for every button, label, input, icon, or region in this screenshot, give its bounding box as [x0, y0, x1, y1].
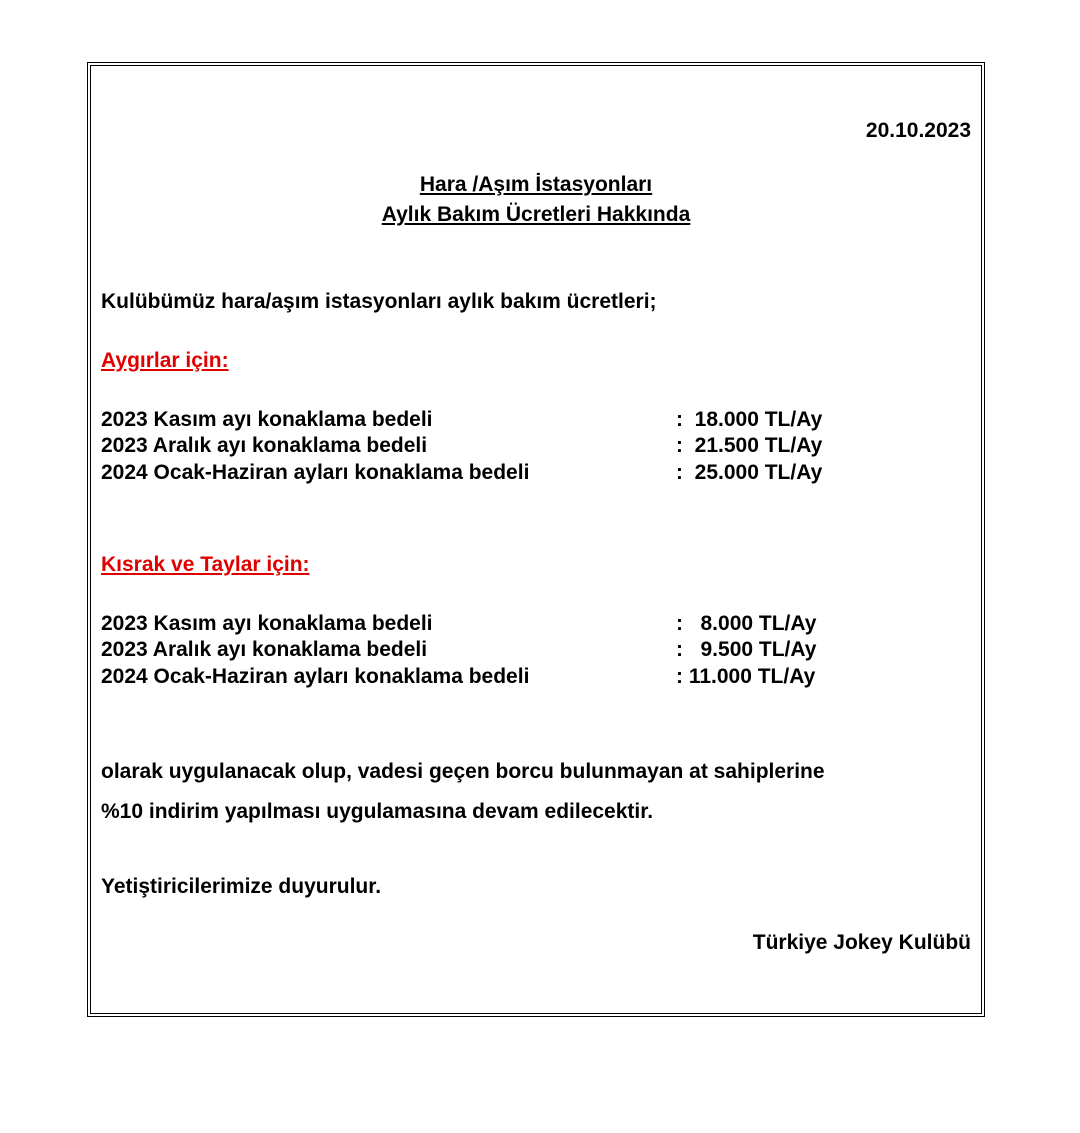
closing-text-line-2: %10 indirim yapılması uygulamasına devam edilecektir. [101, 800, 654, 823]
section-heading-mares-foals: Kısrak ve Taylar için: [101, 553, 310, 576]
fee-label: 2023 Kasım ayı konaklama bedeli [101, 612, 433, 635]
section-heading-stallions: Aygırlar için: [101, 349, 229, 372]
fee-label: 2023 Aralık ayı konaklama bedeli [101, 638, 428, 661]
document-date: 20.10.2023 [865, 119, 971, 142]
fee-value: : 21.500 TL/Ay [676, 434, 823, 457]
fee-value: : 25.000 TL/Ay [676, 461, 823, 484]
document-title-line-1: Hara /Aşım İstasyonları [419, 173, 653, 196]
fee-label: 2023 Kasım ayı konaklama bedeli [101, 408, 433, 431]
intro-text: Kulübümüz hara/aşım istasyonları aylık bakım ücretleri; [101, 290, 657, 313]
notice-text: Yetiştiricilerimize duyurulur. [101, 875, 382, 898]
fee-value: : 9.500 TL/Ay [676, 638, 817, 661]
fee-value: : 8.000 TL/Ay [676, 612, 817, 635]
fee-label: 2024 Ocak-Haziran ayları konaklama bedeli [101, 665, 530, 688]
closing-text-line-1: olarak uygulanacak olup, vadesi geçen borcu bulunmayan at sahiplerine [101, 760, 825, 783]
document-title-line-2: Aylık Bakım Ücretleri Hakkında [381, 203, 691, 226]
fee-label: 2023 Aralık ayı konaklama bedeli [101, 434, 428, 457]
fee-value: : 18.000 TL/Ay [676, 408, 823, 431]
document-frame [87, 62, 985, 1017]
fee-label: 2024 Ocak-Haziran ayları konaklama bedeli [101, 461, 530, 484]
signature: Türkiye Jokey Kulübü [752, 931, 971, 954]
fee-value: : 11.000 TL/Ay [676, 665, 816, 688]
